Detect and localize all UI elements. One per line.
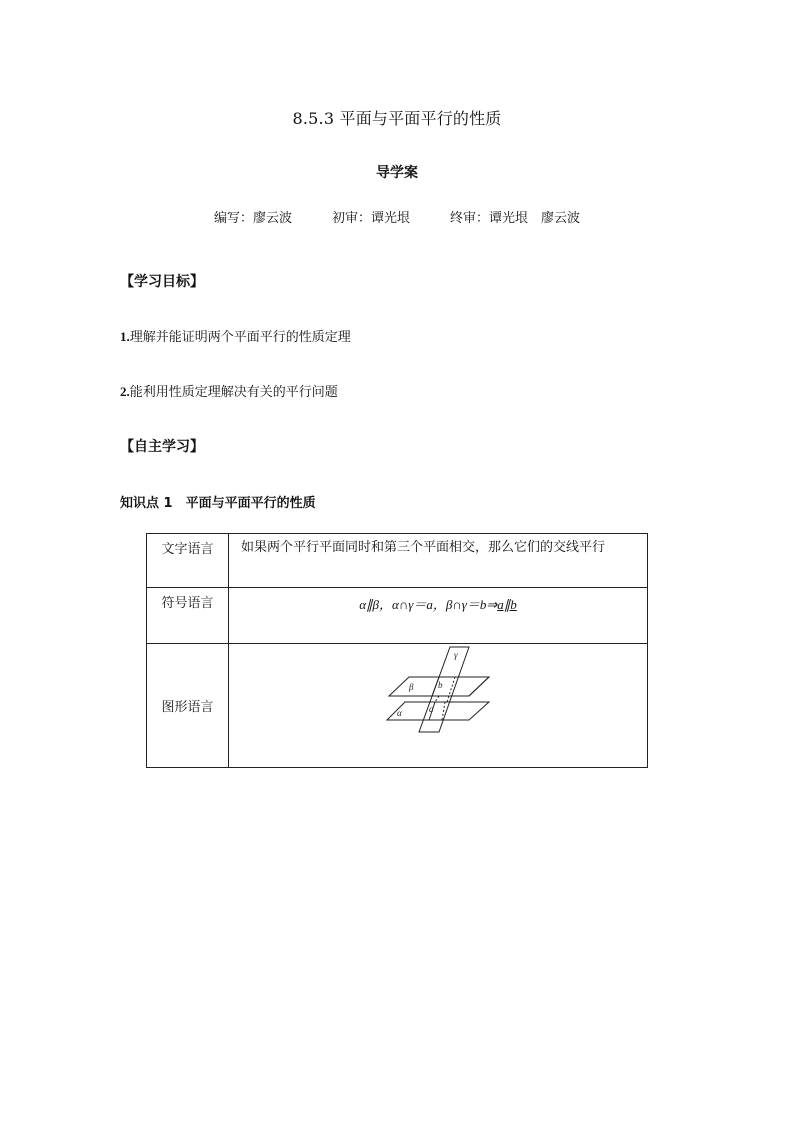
page-subtitle: 导学案 [376,165,418,181]
symbol-expression [229,588,648,644]
symbol-premise: α∥β，α∩γ＝a，β∩γ＝b⇒ [359,597,498,612]
plane-beta-right [435,677,489,696]
goal-number: 2. [120,384,130,399]
table-row-symbol-language [147,588,648,644]
credits-line [0,207,794,226]
row-value: 如果两个平行平面同时和第三个平面相交，那么它们的交线平行 [229,534,648,588]
credit-final-review: 终审：谭光垠 廖云波 [450,211,581,226]
section-heading-self-study: 【自主学习】 [120,439,204,455]
parallel-planes-figure [229,644,649,767]
label-beta: β [409,682,414,692]
credit-first-review: 初审：谭光垠 [331,211,410,226]
label-a: a [429,704,434,714]
label-b: b [438,680,443,690]
table-row-figure-language [147,644,648,768]
hidden-edge-2 [435,696,439,702]
knowledge-point-title: 知识点 1 平面与平面平行的性质 [120,496,316,511]
credit-author: 编写：廖云波 [213,211,292,226]
goal-text: 能利用性质定理解决有关的平行问题 [129,385,338,400]
knowledge-table [146,533,648,768]
label-alpha: α [397,708,402,718]
page-title: 8.5.3 平面与平面平行的性质 [292,109,502,128]
figure-cell [229,644,648,768]
goal-item-2 [120,381,338,400]
table-row-text-language [147,534,648,588]
section-heading-goals: 【学习目标】 [120,274,204,290]
plane-alpha [387,702,489,720]
row-label: 符号语言 [147,588,229,644]
label-gamma: γ [454,650,458,660]
goal-number: 1. [120,329,130,344]
goal-item-1 [120,326,351,345]
goal-text: 理解并能证明两个平面平行的性质定理 [129,330,351,345]
row-label: 图形语言 [147,644,229,768]
row-label: 文字语言 [147,534,229,588]
plane-gamma [419,647,469,732]
symbol-conclusion: a∥b [497,597,517,612]
